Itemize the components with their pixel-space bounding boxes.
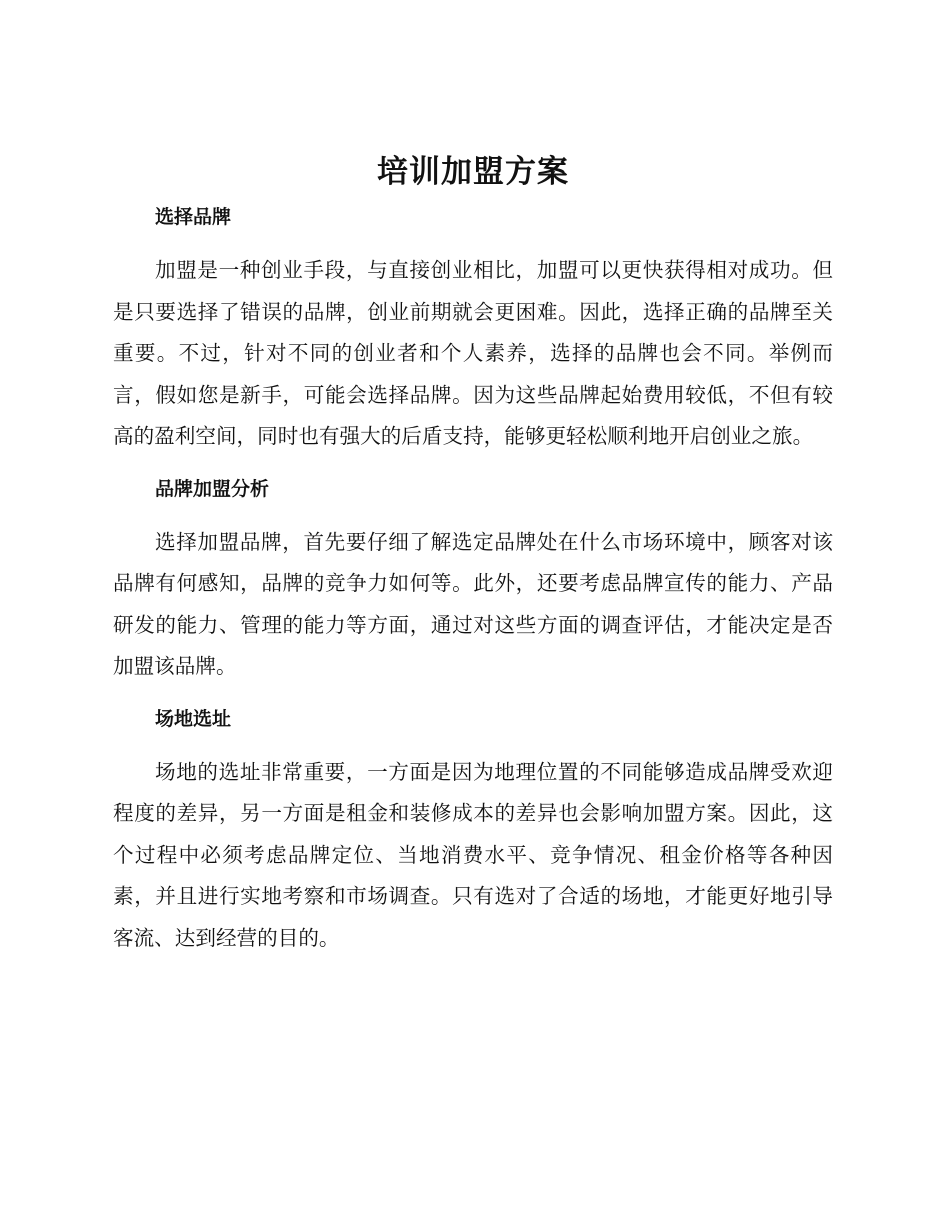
document-page [113,150,833,959]
section-brand-analysis [113,470,833,688]
section-select-brand [113,198,833,458]
section-heading: 场地选址 [155,707,232,730]
section-paragraph: 加盟是一种创业手段，与直接创业相比，加盟可以更快获得相对成功。但是只要选择了错误的品牌，创业前期就会更困难。因此，选择正确的品牌至关重要。不过，针对不同的创业者和个人素养，选择的品牌也会不同。举例而言，假如您是新手，可能会选择品牌。因为这些品牌起始费用较低，不但有较高的盈利空间，同时也有强大的后盾支持，能够更轻松顺利地开启创业之旅。 [113,258,833,448]
section-paragraph: 选择加盟品牌，首先要仔细了解选定品牌处在什么市场环境中，顾客对该品牌有何感知，品牌的竞争力如何等。此外，还要考虑品牌宣传的能力、产品研发的能力、管理的能力等方面，通过对这些方面的调查评估，才能决定是否加盟该品牌。 [113,529,833,678]
section-paragraph: 场地的选址非常重要，一方面是因为地理位置的不同能够造成品牌受欢迎程度的差异，另一方面是租金和装修成本的差异也会影响加盟方案。因此，这个过程中必须考虑品牌定位、当地消费水平、竞争情况、租金价格等各种因素，并且进行实地考察和市场调查。只有选对了合适的场地，才能更好地引导客流、达到经营的目的。 [113,759,833,950]
section-site-selection [113,700,833,960]
section-heading: 选择品牌 [155,206,232,228]
document-title: 培训加盟方案 [377,154,569,190]
section-heading: 品牌加盟分析 [155,477,270,500]
